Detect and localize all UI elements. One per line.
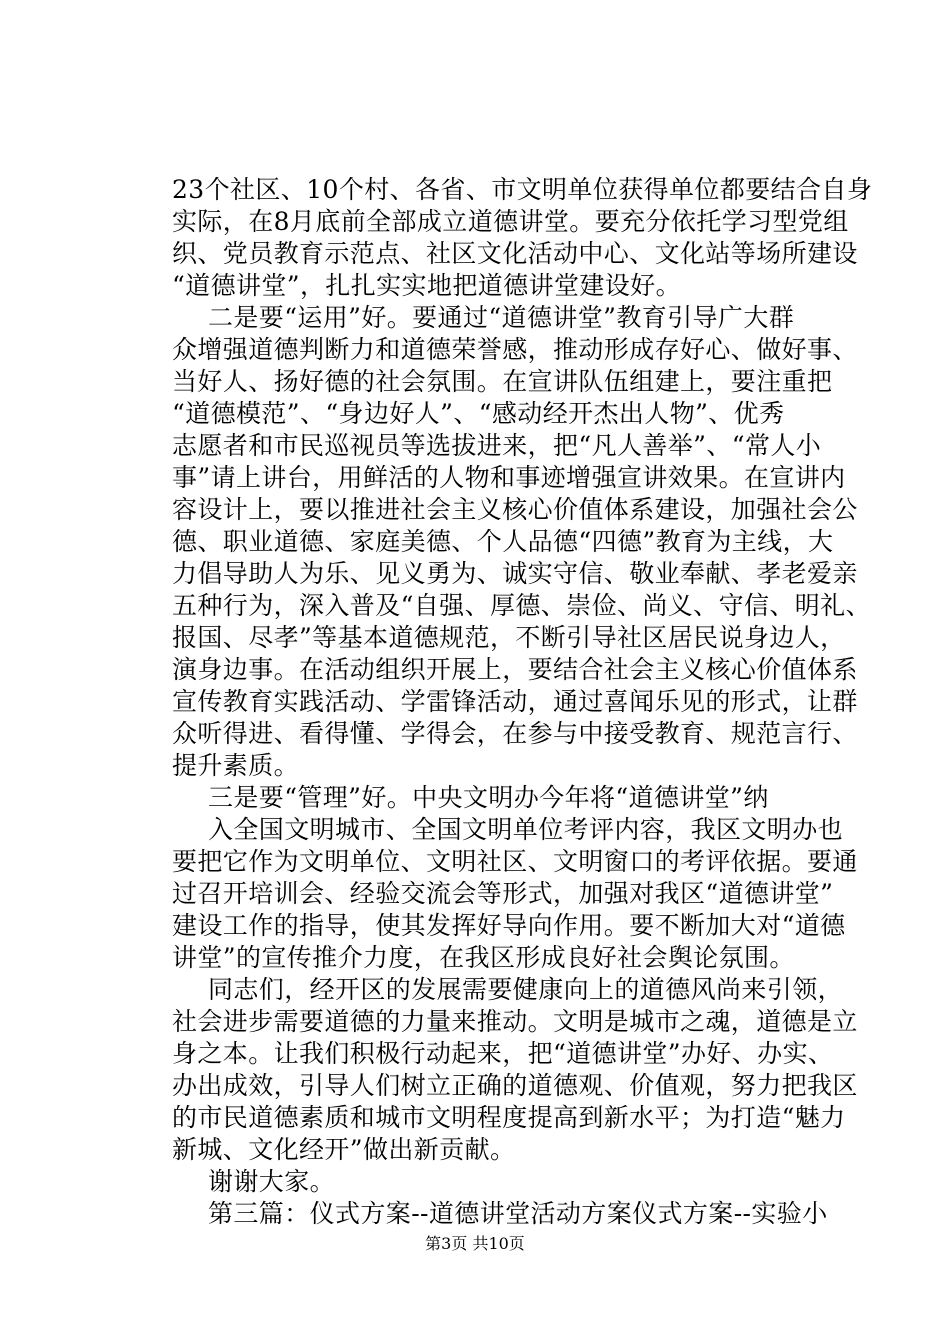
text-line: 入全国文明城市、全国文明单位考评内容，我区文明办也 — [208, 815, 844, 844]
text-line: 实际，在8月底前全部成立道德讲堂。要充分依托学习型党组 — [172, 207, 849, 236]
text-line: 的市民道德素质和城市文明程度提高到新水平；为打造“魅力 — [172, 1103, 846, 1132]
text-line: 谢谢大家。 — [208, 1167, 336, 1196]
text-line: 织、党员教育示范点、社区文化活动中心、文化站等场所建设 — [172, 239, 858, 268]
text-line: 社会进步需要道德的力量来推动。文明是城市之魂，道德是立 — [172, 1007, 858, 1036]
text-line: 报国、尽孝”等基本道德规范，不断引导社区居民说身边人， — [172, 623, 846, 652]
text-line: 事”请上讲台，用鲜活的人物和事迹增强宣讲效果。在宣讲内 — [172, 463, 846, 492]
page-footer: 第3页 共10页 — [425, 1234, 525, 1253]
text-line: 容设计上，要以推进社会主义核心价值体系建设，加强社会公 — [172, 495, 858, 524]
text-line: “道德模范”、“身边好人”、“感动经开杰出人物”、优秀 — [172, 399, 785, 428]
text-line: 新城、文化经开”做出新贡献。 — [172, 1135, 516, 1164]
text-line: 演身边事。在活动组织开展上，要结合社会主义核心价值体系 — [172, 655, 858, 684]
text-line: 三是要“管理”好。中央文明办今年将“道德讲堂”纳 — [208, 783, 769, 812]
text-line: 二是要“运用”好。要通过“道德讲堂”教育引导广大群 — [208, 303, 795, 332]
text-line: 力倡导助人为乐、见义勇为、诚实守信、敬业奉献、孝老爱亲 — [172, 559, 858, 588]
text-line: “道德讲堂”，扎扎实实地把道德讲堂建设好。 — [172, 271, 681, 300]
text-line: 过召开培训会、经验交流会等形式，加强对我区“道德讲堂” — [172, 879, 834, 908]
text-line: 建设工作的指导，使其发挥好导向作用。要不断加大对“道德 — [172, 911, 846, 940]
text-line: 身之本。让我们积极行动起来，把“道德讲堂”办好、办实、 — [172, 1039, 834, 1068]
text-line: 提升素质。 — [172, 751, 300, 780]
text-line: 办出成效，引导人们树立正确的道德观、价值观，努力把我区 — [172, 1071, 858, 1100]
text-line: 众增强道德判断力和道德荣誉感，推动形成存好心、做好事、 — [172, 335, 858, 364]
text-line: 同志们，经开区的发展需要健康向上的道德风尚来引领， — [208, 975, 844, 1004]
text-line: 德、职业道德、家庭美德、个人品德“四德”教育为主线，大 — [172, 527, 834, 556]
text-line: 众听得进、看得懂、学得会，在参与中接受教育、规范言行、 — [172, 719, 858, 748]
text-line: 五种行为，深入普及“自强、厚德、崇俭、尚义、守信、明礼、 — [172, 591, 871, 620]
text-line: 要把它作为文明单位、文明社区、文明窗口的考评依据。要通 — [172, 847, 858, 876]
text-line: 23个社区、10个村、各省、市文明单位获得单位都要结合自身 — [172, 175, 873, 204]
text-line: 宣传教育实践活动、学雷锋活动，通过喜闻乐见的形式，让群 — [172, 687, 858, 716]
text-line: 志愿者和市民巡视员等选拔进来，把“凡人善举”、“常人小 — [172, 431, 822, 460]
text-line: 第三篇：仪式方案--道德讲堂活动方案仪式方案--实验小 — [208, 1199, 828, 1228]
text-line: 讲堂”的宣传推介力度，在我区形成良好社会舆论氛围。 — [172, 943, 795, 972]
text-line: 当好人、扬好德的社会氛围。在宣讲队伍组建上，要注重把 — [172, 367, 833, 396]
